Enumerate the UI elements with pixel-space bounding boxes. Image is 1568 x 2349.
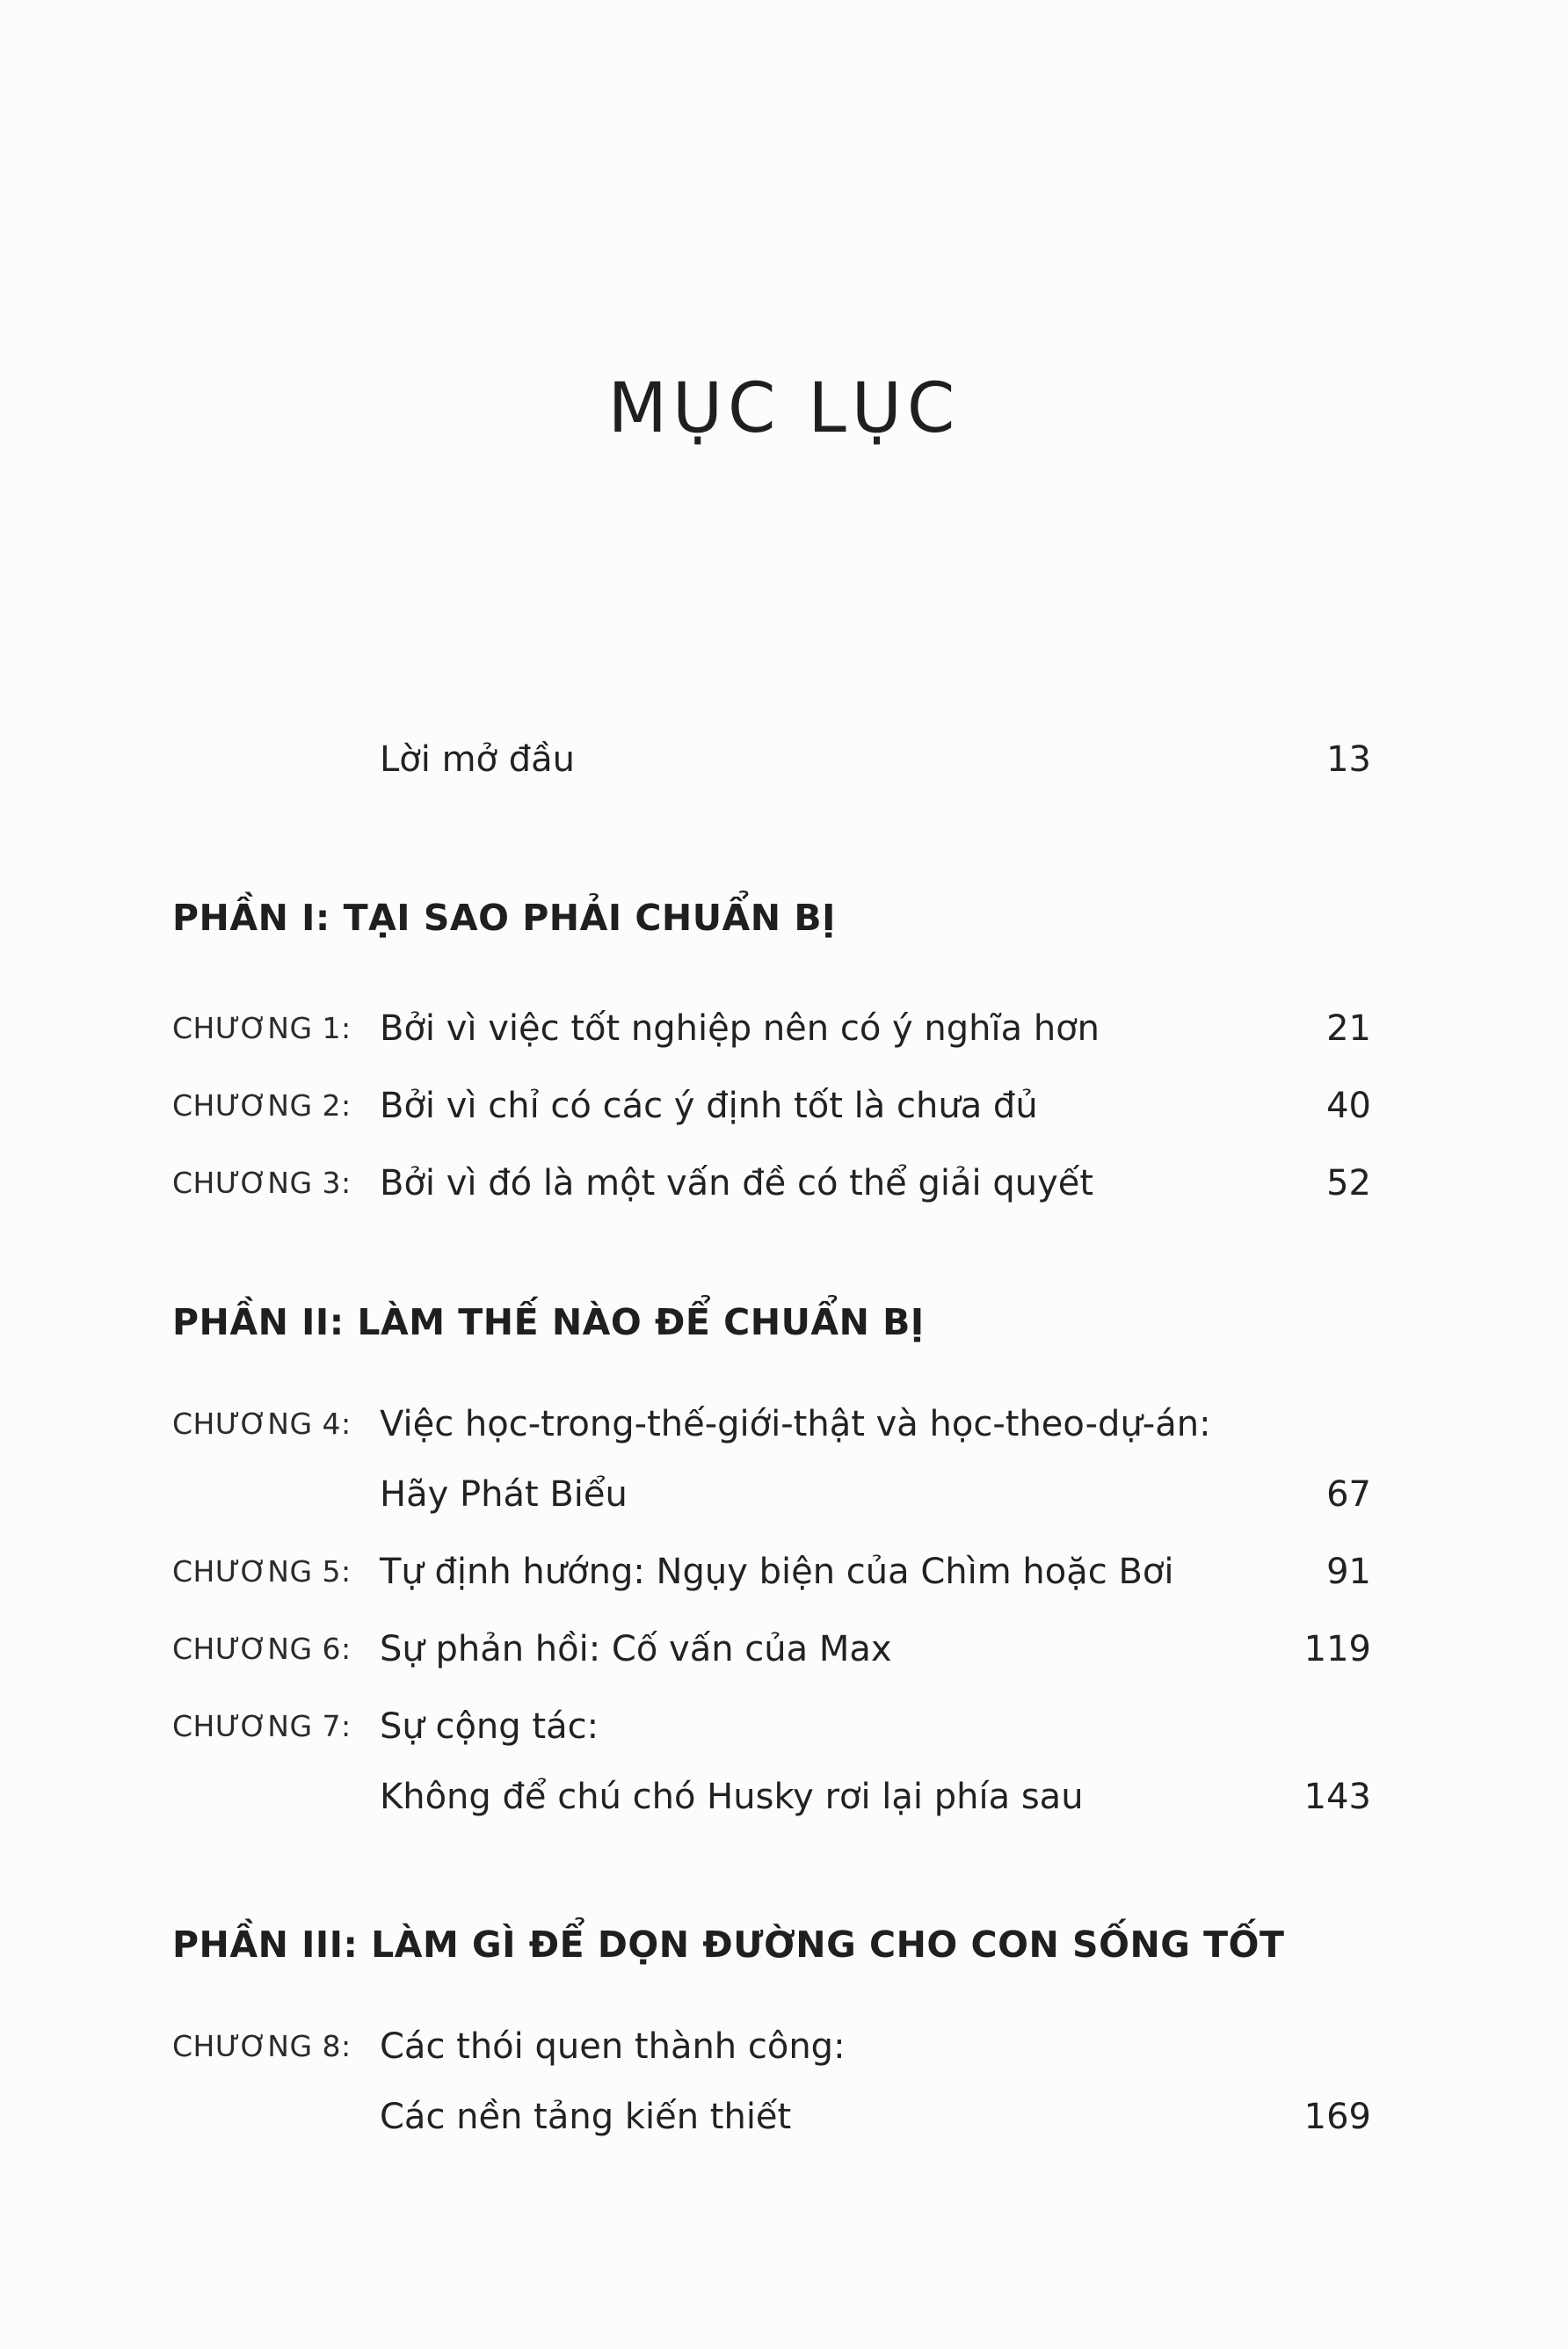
chapter-title-line-1: Bởi vì chỉ có các ý định tốt là chưa đủ	[380, 1086, 1038, 1126]
chapter-row-8	[172, 2011, 1371, 2152]
chapter-label: CHƯƠNG 3:	[172, 1166, 352, 1200]
page-title: MỤC LỤC	[607, 369, 961, 448]
chapter-title-line-1: Sự cộng tác:	[380, 1706, 599, 1747]
chapter-label: CHƯƠNG 8:	[172, 2029, 352, 2063]
chapter-label: CHƯƠNG 6:	[172, 1632, 352, 1666]
preface-page-number: 13	[1326, 739, 1371, 780]
chapter-label: CHƯƠNG 4:	[172, 1407, 352, 1441]
chapter-title	[380, 1148, 1248, 1218]
chapter-title	[380, 1614, 1248, 1684]
chapter-label: CHƯƠNG 1:	[172, 1011, 352, 1045]
chapter-title-line-2: Hãy Phát Biểu	[380, 1474, 628, 1515]
chapter-row-3	[172, 1148, 1371, 1218]
chapter-label: CHƯƠNG 5:	[172, 1554, 352, 1589]
chapter-row-4	[172, 1389, 1371, 1530]
chapter-row-6	[172, 1614, 1371, 1684]
chapter-title	[380, 1071, 1248, 1141]
chapter-title-line-1: Tự định hướng: Ngụy biện của Chìm hoặc Bơi	[380, 1552, 1174, 1592]
chapter-page-number: 67	[1326, 1474, 1371, 1515]
chapter-title	[380, 1537, 1248, 1607]
section-heading-1: PHẦN I: TẠI SAO PHẢI CHUẨN BỊ	[172, 897, 836, 939]
chapter-page-number: 119	[1303, 1629, 1371, 1669]
preface-row	[172, 724, 1371, 795]
chapter-title-line-1: Việc học-trong-thế-giới-thật và học-theo-dự-án:	[380, 1404, 1211, 1444]
chapter-title-line-1: Sự phản hồi: Cố vấn của Max	[380, 1629, 892, 1669]
chapter-row-2	[172, 1071, 1371, 1141]
chapter-page-number: 143	[1303, 1777, 1371, 1817]
chapter-label: CHƯƠNG 7:	[172, 1709, 352, 1743]
section-heading-2: PHẦN II: LÀM THẾ NÀO ĐỂ CHUẨN BỊ	[172, 1301, 925, 1343]
section-heading-3: PHẦN III: LÀM GÌ ĐỂ DỌN ĐƯỜNG CHO CON SỐNG TỐT	[172, 1924, 1285, 1966]
preface-title: Lời mở đầu	[380, 739, 575, 780]
toc	[0, 724, 1568, 2152]
chapter-page-number: 21	[1326, 1008, 1371, 1049]
chapter-title-line-1: Bởi vì việc tốt nghiệp nên có ý nghĩa hơn	[380, 1008, 1100, 1049]
chapter-row-1	[172, 993, 1371, 1064]
chapter-title-line-2: Các nền tảng kiến thiết	[380, 2097, 792, 2137]
chapter-label: CHƯƠNG 2:	[172, 1088, 352, 1123]
chapter-page-number: 169	[1303, 2097, 1371, 2137]
chapter-title-line-2: Không để chú chó Husky rơi lại phía sau	[380, 1777, 1084, 1817]
chapter-page-number: 91	[1326, 1552, 1371, 1592]
chapter-title	[380, 1691, 1248, 1832]
chapter-title	[380, 1389, 1248, 1530]
chapter-title	[380, 993, 1248, 1064]
chapter-title-line-1: Bởi vì đó là một vấn đề có thể giải quyết	[380, 1163, 1094, 1204]
chapter-title-line-1: Các thói quen thành công:	[380, 2026, 846, 2067]
chapter-row-5	[172, 1537, 1371, 1607]
chapter-page-number: 40	[1326, 1086, 1371, 1126]
chapter-page-number: 52	[1326, 1163, 1371, 1204]
chapter-title	[380, 2011, 1248, 2152]
chapter-row-7	[172, 1691, 1371, 1832]
